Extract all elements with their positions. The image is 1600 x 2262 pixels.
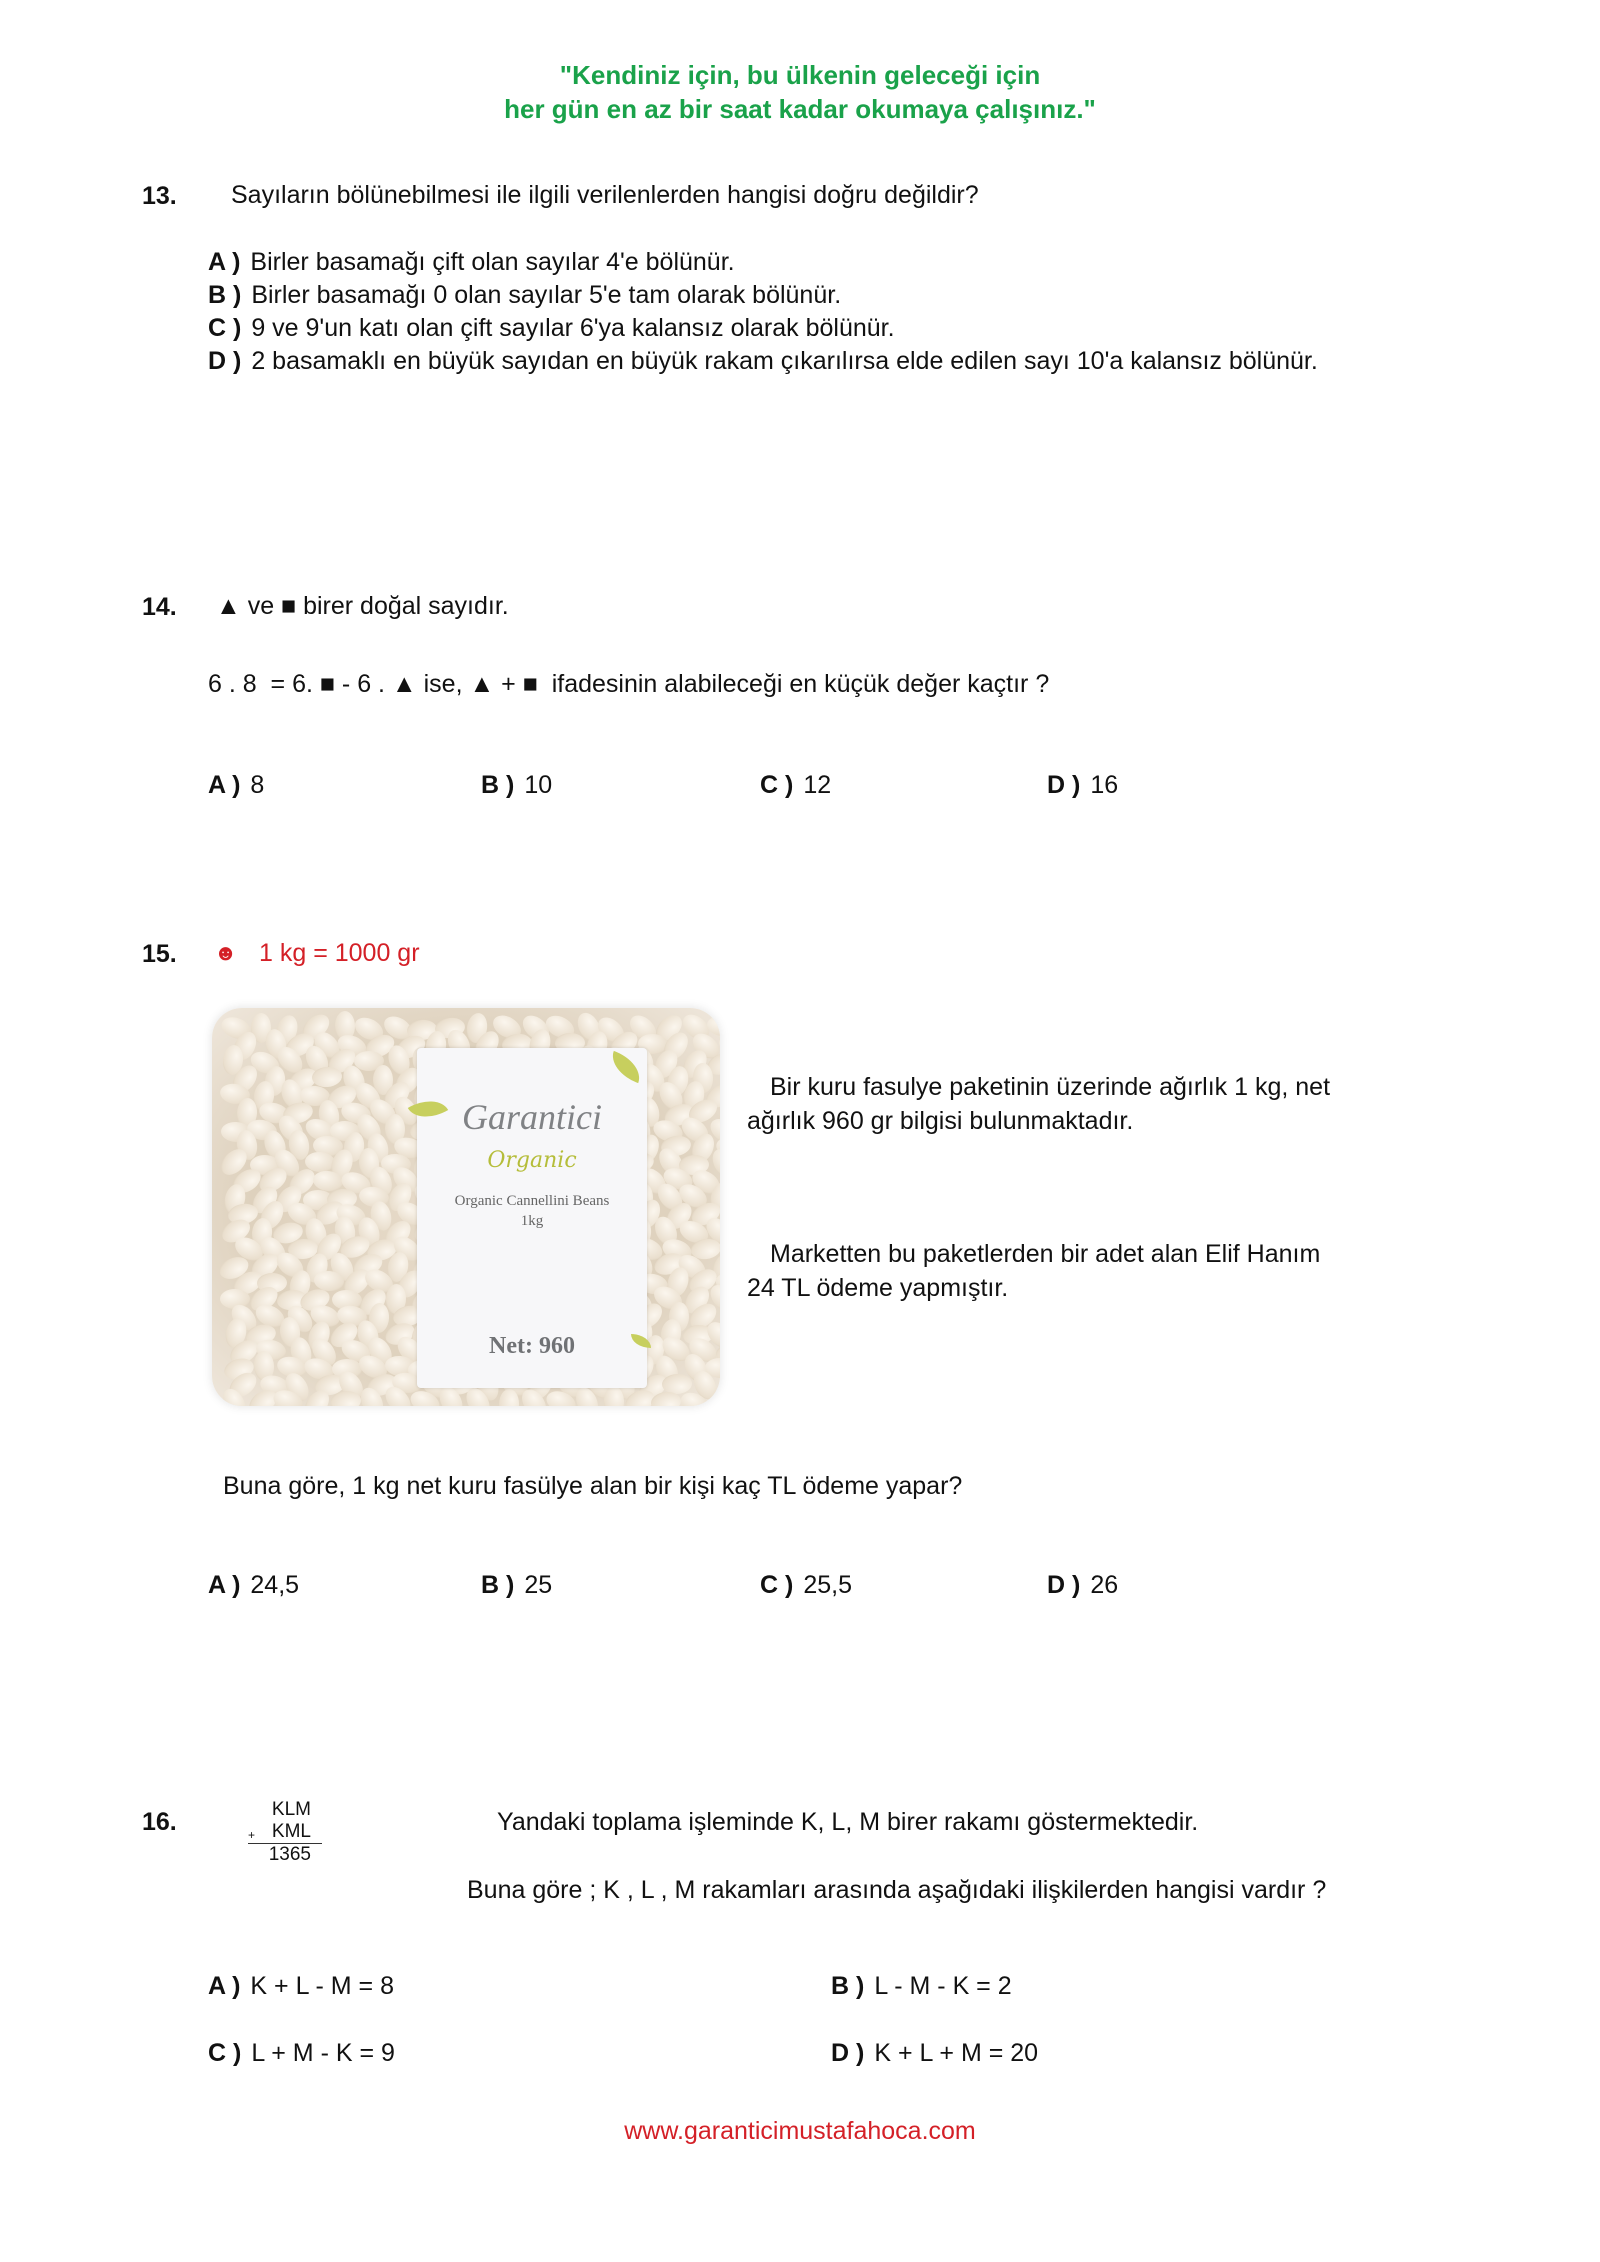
option-letter: D ) <box>1047 771 1081 799</box>
option-letter: A ) <box>208 248 241 276</box>
option-letter: A ) <box>208 1571 241 1599</box>
option-text: K + L - M = 8 <box>250 1972 394 2000</box>
option-d[interactable] <box>208 347 1318 376</box>
addend-2: KML <box>271 1821 311 1842</box>
option-d[interactable] <box>1047 1571 1118 1600</box>
option-a[interactable] <box>208 1972 394 2001</box>
hint-text: 1 kg = 1000 gr <box>259 939 420 967</box>
paragraph-1-line-2: ağırlık 960 gr bilgisi bulunmaktadır. <box>747 1107 1134 1135</box>
addition-operation <box>248 1799 322 1866</box>
option-text: 16 <box>1090 771 1119 799</box>
option-letter: C ) <box>760 1571 794 1599</box>
motto-line-2: her gün en az bir saat kadar okumaya çalışınız." <box>504 94 1096 124</box>
leaf-icon <box>606 1051 645 1083</box>
option-letter: B ) <box>831 1972 865 2000</box>
smiley-icon: ☻ <box>214 940 238 965</box>
option-text: 26 <box>1090 1571 1119 1599</box>
paragraph-1-line-1: Bir kuru fasulye paketinin üzerinde ağırlık 1 kg, net <box>770 1073 1331 1101</box>
question-number: 15. <box>142 940 177 968</box>
option-a[interactable] <box>208 248 735 277</box>
option-text: K + L + M = 20 <box>874 2039 1039 2067</box>
option-a[interactable] <box>208 771 264 800</box>
option-letter: C ) <box>208 2039 242 2067</box>
option-text: Birler basamağı 0 olan sayılar 5'e tam olarak bölünür. <box>251 281 842 309</box>
option-d[interactable] <box>831 2039 1038 2068</box>
option-text: L - M - K = 2 <box>874 1972 1012 2000</box>
option-text: 25 <box>524 1571 553 1599</box>
website-link[interactable]: www.garanticimustafahoca.com <box>624 2117 976 2145</box>
option-text: 25,5 <box>803 1571 852 1599</box>
motto-line-1: "Kendiniz için, bu ülkenin geleceği için <box>559 60 1041 90</box>
option-text: 10 <box>524 771 553 799</box>
option-b[interactable] <box>831 1972 1012 2001</box>
paragraph-2-line-2: 24 TL ödeme yapmıştır. <box>747 1274 1009 1302</box>
option-d[interactable] <box>1047 771 1118 800</box>
option-text: 9 ve 9'un katı olan çift sayılar 6'ya kalansız olarak bölünür. <box>251 314 895 342</box>
option-c[interactable] <box>208 2039 395 2068</box>
option-letter: D ) <box>831 2039 865 2067</box>
net-weight: Net: 960 <box>489 1333 575 1359</box>
product-name: Organic Cannellini Beans <box>454 1193 610 1209</box>
question-text: Buna göre, 1 kg net kuru fasülye alan bir kişi kaç TL ödeme yapar? <box>223 1472 963 1500</box>
product-weight: 1kg <box>520 1213 544 1229</box>
question-text-1: Yandaki toplama işleminde K, L, M birer rakamı göstermektedir. <box>497 1808 1199 1836</box>
question-intro: ▲ ve ■ birer doğal sayıdır. <box>216 592 509 620</box>
question-text: Sayıların bölünebilmesi ile ilgili verilenlerden hangisi doğru değildir? <box>231 181 979 209</box>
option-b[interactable] <box>208 281 841 310</box>
option-text: L + M - K = 9 <box>251 2039 395 2067</box>
question-text-2: Buna göre ; K , L , M rakamları arasında aşağıdaki ilişkilerden hangisi vardır ? <box>467 1876 1327 1904</box>
option-letter: B ) <box>481 1571 515 1599</box>
question-number: 13. <box>142 182 177 210</box>
option-text: 24,5 <box>250 1571 300 1599</box>
option-letter: B ) <box>208 281 242 309</box>
organic-label: Organic <box>487 1148 577 1173</box>
option-c[interactable] <box>208 314 895 343</box>
option-b[interactable] <box>481 1571 552 1600</box>
option-a[interactable] <box>208 1571 299 1600</box>
option-letter: A ) <box>208 1972 241 2000</box>
option-letter: C ) <box>760 771 794 799</box>
option-b[interactable] <box>481 771 552 800</box>
question-text: 6 . 8 = 6. ■ - 6 . ▲ ise, ▲ + ■ ifadesinin alabileceği en küçük değer kaçtır ? <box>208 670 1050 698</box>
option-text: Birler basamağı çift olan sayılar 4'e bölünür. <box>250 248 735 276</box>
paragraph-2-line-1: Marketten bu paketlerden bir adet alan Elif Hanım <box>770 1240 1321 1268</box>
plus-sign: + <box>248 1828 256 1842</box>
sum-result: 1365 <box>268 1844 311 1865</box>
option-letter: D ) <box>208 347 242 375</box>
question-number: 14. <box>142 593 177 621</box>
bean-package-image <box>212 1008 720 1406</box>
brand-name: Garantici <box>462 1097 602 1137</box>
option-text: 8 <box>250 771 265 799</box>
option-letter: A ) <box>208 771 241 799</box>
package-label <box>417 1048 647 1388</box>
addend-1: KLM <box>271 1799 311 1820</box>
option-text: 2 basamaklı en büyük sayıdan en büyük rakam çıkarılırsa elde edilen sayı 10'a kalansız bölünür. <box>251 347 1318 375</box>
question-number: 16. <box>142 1808 177 1836</box>
option-c[interactable] <box>760 1571 852 1600</box>
option-c[interactable] <box>760 771 831 800</box>
option-letter: D ) <box>1047 1571 1081 1599</box>
option-text: 12 <box>803 771 832 799</box>
option-letter: B ) <box>481 771 515 799</box>
option-letter: C ) <box>208 314 242 342</box>
